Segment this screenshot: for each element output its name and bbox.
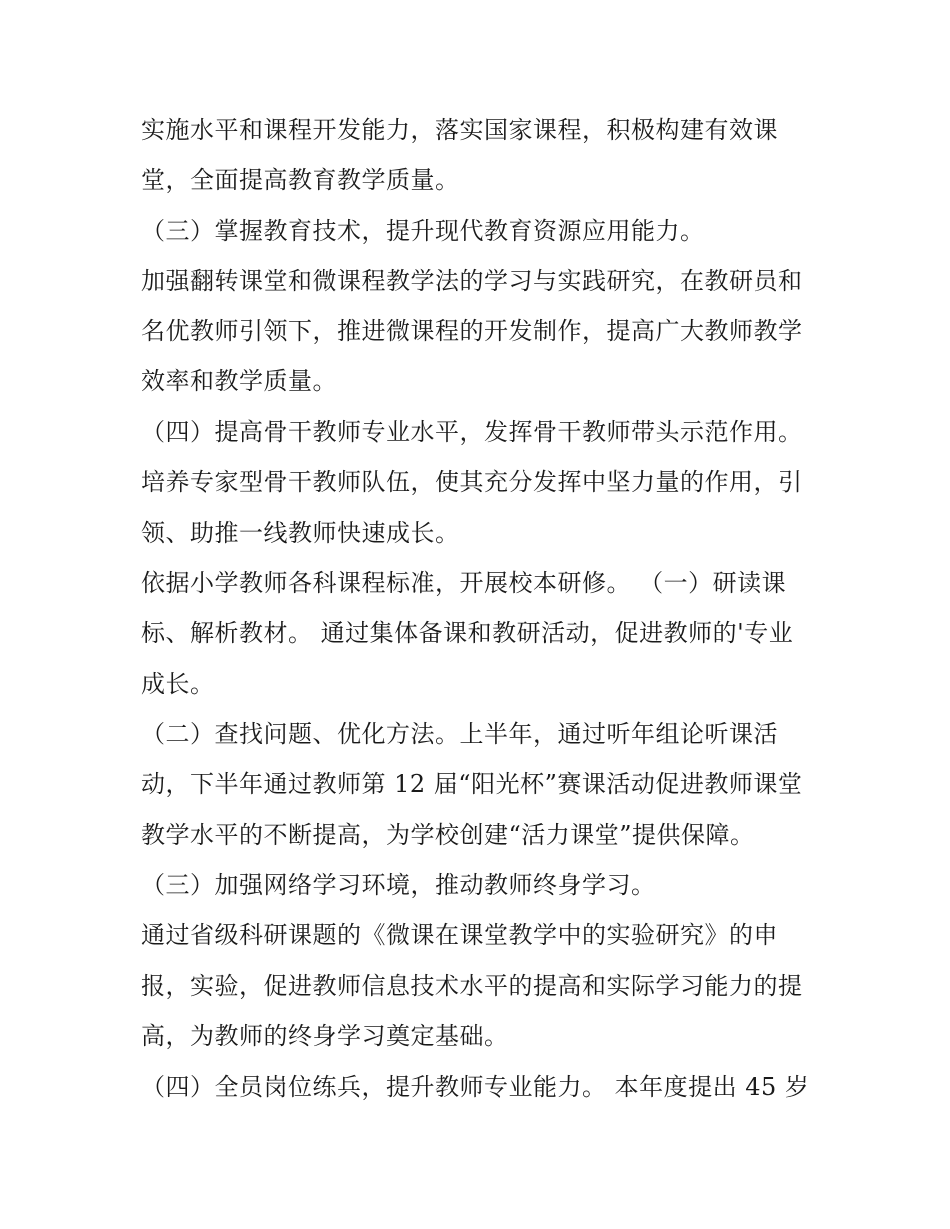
text-line: 教学水平的不断提高，为学校创建“活力课堂”提供保障。 <box>141 821 755 849</box>
text-line: 高，为教师的终身学习奠定基础。 <box>141 1022 509 1050</box>
text-line: 领、助推一线教师快速成长。 <box>141 519 460 547</box>
text-line: 堂，全面提高教育教学质量。 <box>141 166 460 194</box>
text-line: 实施水平和课程开发能力，落实国家课程，积极构建有效课 <box>141 116 778 144</box>
section-heading: （四）提高骨干教师专业水平，发挥骨干教师带头示范作用。 <box>141 418 803 446</box>
text-line: 效率和教学质量。 <box>141 367 337 395</box>
text-line: 名优教师引领下，推进微课程的开发制作，提高广大教师教学 <box>141 317 803 345</box>
text-line: 成长。 <box>141 670 215 698</box>
text-line: 动，下半年通过教师第 12 届“阳光杯”赛课活动促进教师课堂 <box>141 770 803 798</box>
text-line: 加强翻转课堂和微课程教学法的学习与实践研究，在教研员和 <box>141 267 803 295</box>
text-line: 依据小学教师各科课程标准，开展校本研修。 （一）研读课 <box>141 569 787 597</box>
section-heading: （三）掌握教育技术，提升现代教育资源应用能力。 <box>141 217 705 245</box>
text-line: 报，实验，促进教师信息技术水平的提高和实际学习能力的提 <box>141 972 803 1000</box>
section-heading: （二）查找问题、优化方法。上半年，通过听年组论听课活 <box>141 720 778 748</box>
text-line: 通过省级科研课题的《微课在课堂教学中的实验研究》的申 <box>141 921 778 949</box>
section-heading: （四）全员岗位练兵，提升教师专业能力。 本年度提出 45 岁 <box>141 1073 810 1101</box>
section-heading: （三）加强网络学习环境，推动教师终身学习。 <box>141 871 656 899</box>
text-line: 标、解析教材。 通过集体备课和教研活动，促进教师的'专业 <box>141 619 794 647</box>
text-line: 培养专家型骨干教师队伍，使其充分发挥中坚力量的作用，引 <box>141 468 803 496</box>
